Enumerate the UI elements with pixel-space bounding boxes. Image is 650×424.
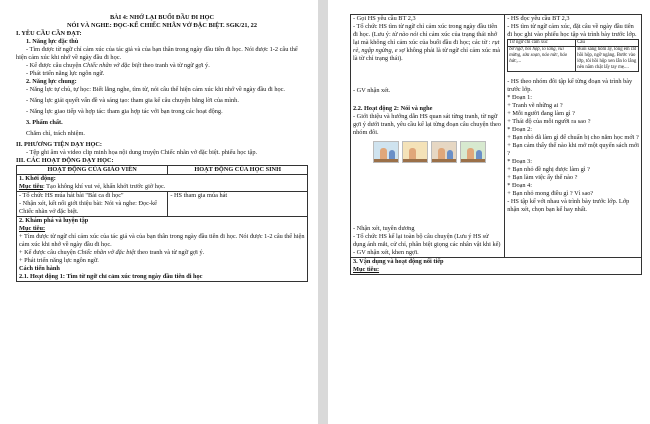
activities-table: [16, 165, 308, 282]
section-heading: II. PHƯƠNG TIỆN DẠY HỌC:: [16, 141, 103, 148]
paragraph: Chăm chỉ, trách nhiệm.: [26, 130, 85, 137]
table-row: 3. Vận dụng và hoạt động nối tiếp Mục tiêu:: [351, 258, 642, 275]
page-gap: [318, 0, 328, 424]
paragraph: - Năng lực tự chủ, tự học: Biết lắng nghe, tìm từ, nói câu thể hiện cảm xúc khi nhớ về ngày đầu đi học.: [26, 86, 285, 93]
story-picture-2: [402, 141, 428, 163]
column-header-teacher: HOẠT ĐỘNG CỦA GIÁO VIÊN: [17, 166, 168, 175]
column-header-student: HOẠT ĐỘNG CỦA HỌC SINH: [168, 166, 308, 175]
paragraph: - Kể được câu chuyện Chiếc nhãn vở đặc biệt theo tranh và từ ngữ gợi ý.: [26, 62, 210, 69]
worksheet-header: Câu: [576, 40, 639, 47]
section-heading: III. CÁC HOẠT ĐỘNG DẠY HỌC:: [16, 157, 114, 164]
worksheet-table: [507, 39, 639, 72]
story-picture-1: [373, 141, 399, 163]
paragraph: - Tìm được từ ngữ chỉ cảm xúc của tác giả và của bạn thân trong ngày đầu tiên đi học. Nói được 1-2 câu thể hiện cảm xúc khi nhớ về ngày đầu đi học.: [16, 46, 298, 61]
table-cell: - HS đọc yêu cầu BT 2,3 - HS tìm từ ngữ cảm xúc, đặt câu về ngày đầu tiên đi học ghi vào phiếu học tập và trình bày trước lớp. Từ ngữ chỉ cảm xúc Câu bỡ ngỡ, hồi hộp, lo lắng, vui mừng, sửa soạn, náo nức, háo hức,... Buổi sáng hôm ấy, lòng em rất hồi hộp, ngỡ ngàng. Bước vào lớp, tôi hồi hộp xen lẫn lo lắng nên nắm chặt lấy tay mẹ.... - HS theo nhóm đôi tập kể từng đoạn và trình bày trước lớp. * Đoạn 1: + Tranh vẽ những ai ? + Mỗi người đang làm gì ? + Thái độ của mỗi người ra sao ? * Đoạn 2: + Bạn nhỏ đã làm gì để chuẩn bị cho năm học mới ? + Bạn cảm thấy thế nào khi mở một quyển sách mới ? * Đoạn 3: + Bạn nhỏ đề nghị được làm gì ? + Bạn làm việc ấy thế nào ? * Đoạn 4: + Bạn nhỏ mong điều gì ? Vì sao? - HS tập kể với nhau và trình bày trước lớp. Lớp nhận xét, chọn bạn kể hay nhất.: [505, 15, 642, 258]
paragraph: - Năng lực giải quyết vấn đề và sáng tạo: tham gia kể câu chuyện bằng lời của mình.: [26, 97, 239, 104]
activities-table-continued: [350, 14, 642, 275]
subsection-heading: 3. Phẩm chất.: [26, 119, 63, 126]
worksheet-cell: Buổi sáng hôm ấy, lòng em rất hồi hộp, ngỡ ngàng. Bước vào lớp, tôi hồi hộp xen lẫn lo lắng nên nắm chặt lấy tay mẹ....: [576, 47, 639, 72]
story-picture-4: [460, 141, 486, 163]
lesson-title: BÀI 4: NHỚ LẠI BUỔI ĐẦU ĐI HỌC: [109, 14, 215, 21]
table-row: 1. Khởi động: Mục tiêu: Tạo không khí vui vẻ, khấn khởi trước giờ học.: [17, 175, 308, 192]
lesson-subtitle: NÓI VÀ NGHE: ĐỌC-KỂ CHIẾC NHÃN VỞ ĐẶC BIỆT. SGK/21, 22: [67, 22, 257, 29]
table-cell: - HS tham gia múa hát: [168, 192, 308, 217]
document-page-left: [0, 0, 318, 424]
document-page-right: [328, 0, 650, 424]
paragraph: - Phát triển năng lực ngôn ngữ.: [26, 70, 105, 77]
worksheet-cell: bỡ ngỡ, hồi hộp, lo lắng, vui mừng, sửa soạn, náo nức, háo hức,...: [508, 47, 576, 72]
section-heading: I. YÊU CẦU CẦN ĐẠT:: [16, 30, 82, 37]
paragraph: - Tệp ghi âm và video clip minh họa nội dung truyện Chiếc nhãn vở đặc biệt. phiếu học tập.: [26, 149, 258, 156]
subsection-heading: 1. Năng lực đặc thù: [26, 38, 79, 45]
story-picture-3: [431, 141, 457, 163]
table-cell: - Gọi HS yêu cầu BT 2,3 - Tổ chức HS tìm từ ngữ chỉ cảm xúc trong ngày đầu tiên đi học. (Lưu ý: từ nào nói chỉ cảm xúc của trạng thái nhớ lại mà không chỉ cảm xúc của buổi đầu đi học; các từ : rụt rè, ngập ngừng, e sợ không phải là từ ngữ chỉ cảm xúc mà là từ chỉ trạng thái). - GV nhận xét. 2.2. Hoạt động 2: Nói và nghe - Giới thiệu và hướng dẫn HS quan sát từng tranh, từ ngữ gợi ý dưới tranh, yêu cầu kể lại từng đoạn câu chuyện theo nhóm đôi. - Nhận xét, tuyên dương - Tổ chức HS kể lại toàn bộ câu chuyện (Lưu ý HS sử dụng ánh mắt, cử chỉ, phân biệt giọng các nhân vật khi kể) - GV nhận xét, khen ngợi.: [351, 15, 505, 258]
paragraph: - Năng lực giao tiếp và hợp tác: tham gia hợp tác với bạn trong các hoạt động.: [26, 108, 223, 115]
story-illustrations: [373, 141, 502, 163]
table-row: 2. Khám phá và luyện tập Mục tiêu: + Tìm được từ ngữ chỉ cảm xúc của tác giả và của bạn thân trong ngày đầu tiên đi học. Nói được 1-2 câu thể hiện cảm xúc khi nhớ về ngày đầu đi học. + Kể được câu chuyện Chiếc nhãn vở đặc biệt theo tranh và từ ngữ gợi ý. + Phát triển năng lực ngôn ngữ. Cách tiến hành 2.1. Hoạt động 1: Tìm từ ngữ chỉ cảm xúc trong ngày đầu tiên đi học: [17, 217, 308, 282]
worksheet-header: Từ ngữ chỉ cảm xúc: [508, 40, 576, 47]
table-cell: - Tổ chức HS múa hát bài "Bài ca đi học" - Nhận xét, kết nối giới thiệu bài: Nói và nghe: Đọc-kể Chiếc nhãn vở đặc biệt.: [17, 192, 168, 217]
subsection-heading: 2. Năng lực chung:: [26, 78, 77, 85]
